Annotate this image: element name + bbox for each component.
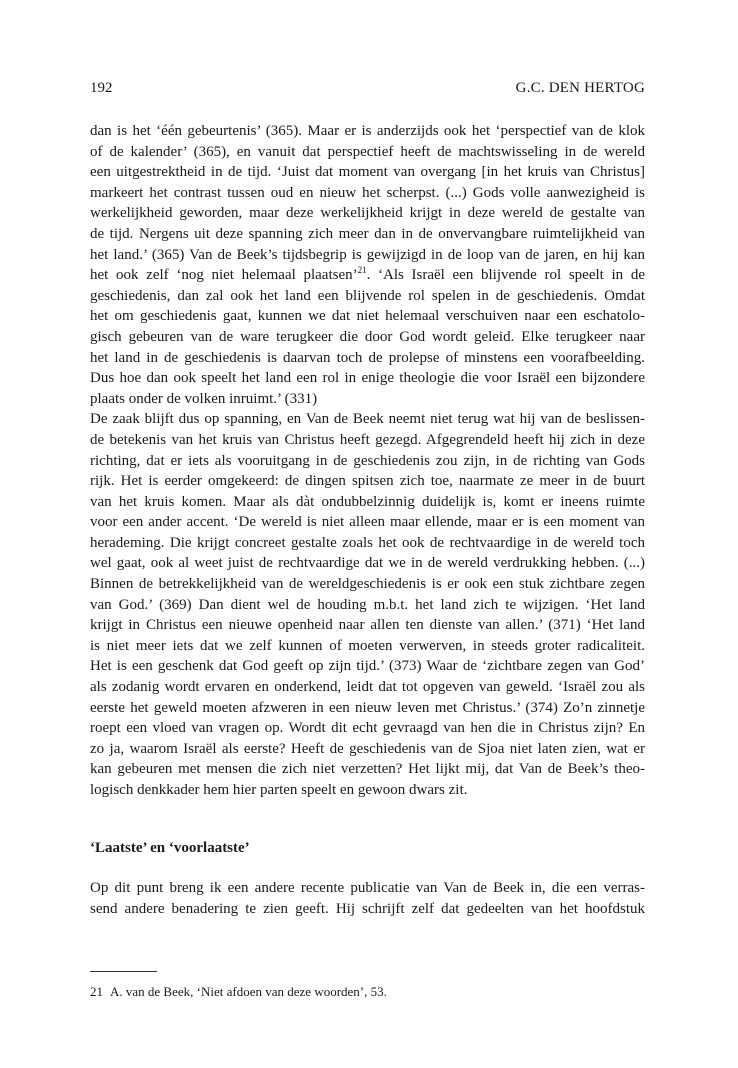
text-line: gisch gebeuren van de ware terugkeer die door God wordt geleid. Elke terugkeer naar [90,328,645,345]
text-line: logisch denkkader hem hier parten speelt en gewoon dwars zit. [90,782,468,798]
text-line: van God.’ (369) Dan dient wel de houding m.b.t. het land zich te wijzigen. ‘Het land [90,596,645,613]
footnote-divider [90,971,157,972]
footnote [90,984,387,1000]
running-head: G.C. DEN HERTOG [515,80,645,96]
text-line: het land.’ (365) Van de Beek’s tijdsbegrip is gewijzigd in de loop van de jaren, en hij kan [90,246,645,263]
text-line: rijk. Het is eerder omgekeerd: de dingen spitsen zich toe, naarmate ze meer in de buurt [90,473,645,490]
second-paragraph [90,878,645,919]
text-line-with-footnote [90,265,645,286]
text-line: richting, dat er iets als vooruitgang in de geschiedenis zou zijn, in de richting van Gods [90,452,645,469]
text-line: Het is een geschenk dat God geeft op zijn tijd.’ (373) Waar de ‘zichtbare zegen van God’ [90,658,645,675]
text-line: voor een ander accent. ‘De wereld is niet alleen maar ellende, maar er is een moment van [90,514,645,531]
text-line: Binnen de betrekkelijkheid van de wereldgeschiedenis is er ook een stuk zichtbare zegen [90,576,645,593]
text-line: plaats onder de volken inruimt.’ (331) [90,390,318,407]
footnote-number: 21 [90,984,103,999]
text-line: Dus hoe dan ook speelt het land een rol in enige theologie die voor Israël een bijzondere [90,370,645,387]
text-line: het land in de geschiedenis is daarvan toch de prolepse of minstens een voorafbeelding. [90,349,645,366]
text-line: de betekenis van het kruis van Christus heeft gezegd. Afgegrendeld heeft hij zich in deze [90,431,645,448]
page-number: 192 [90,80,113,96]
text-line: werkelijkheid geworden, maar deze werkelijkheid krijgt in deze wereld de gestalte van [90,205,645,222]
text-line: eerste het geweld moeten afzweren in een nieuw leven met Christus.’ (374) Zo’n zinnetje [90,699,645,716]
text-line: roept een vloed van vragen op. Wordt dit echt gevraagd van hen die in Christus zijn? En [90,720,645,737]
text-line: dan is het ‘één gebeurtenis’ (365). Maar er is anderzijds ook het ‘perspectief van de klok [90,123,645,139]
text-line: als zodanig wordt ervaren en onderkend, leidt dat tot opgeven van geweld. ‘Israël zou als [90,679,645,696]
text-line: van het kruis komen. Maar als dàt ondubbelzinnig duidelijk is, komt er ineens ruimte [90,493,645,510]
footnote-text: A. van de Beek, ‘Niet afdoen van deze woorden’, 53. [110,984,387,999]
text-line: is niet meer iets dat we zelf kunnen of moeten verwerven, in steeds groter radicaliteit. [90,637,645,654]
text-line: kan gebeuren met mensen die zich niet verzetten? Het lijkt mij, dat Van de Beek’s theo- [90,761,645,778]
text-line: een uitgestrektheid in de tijd. ‘Juist dat moment van overgang [in het kruis van Christus] [90,164,645,181]
text-line: Op dit punt breng ik een andere recente publicatie van Van de Beek in, die een verras- [90,880,645,896]
text-line: send andere benadering te zien geeft. Hij schrijft zelf dat gedeelten van het hoofdstuk [90,900,645,917]
text-line: krijgt in Christus een nieuwe openheid naar allen ten dienste van allen.’ (371) ‘Het land [90,617,645,634]
text-line: zo ja, waarom Israël als eerste? Heeft de geschiedenis van de Sjoa niet laten zien, wat er [90,740,645,757]
text-line: de tijd. Nergens uit deze spanning zich meer dan in de onvervangbare ruimtelijkheid van [90,225,645,242]
text-line: wel gaat, ook al weet juist de rechtvaardige dat we in de wereld verdrukking hebben. (...) [90,555,645,572]
text-line: geschiedenis, dan zal ook het land een blijvende rol spelen in de geschiedenis. Omdat [90,287,645,304]
body-paragraphs [90,121,645,801]
text-line: herademing. Die krijgt concreet gestalte zoals het ook de rechtvaardige in de wereld toch [90,534,645,551]
section-heading: ‘Laatste’ en ‘voorlaatste’ [90,840,250,856]
footnote-reference: 21 [357,265,367,276]
text-line: De zaak blijft dus op spanning, en Van de Beek neemt niet terug wat hij van de beslissen- [90,411,645,428]
text-line: het om geschiedenis gaat, kunnen we dat niet helemaal verschuiven naar een eschatolo- [90,308,645,325]
text-segment: . ‘Als Israël een blijvende rol speelt in de [366,267,645,284]
text-segment: het ook zelf ‘nog niet helemaal plaatsen’ [90,267,358,284]
text-line: of de kalender’ (365), en vanuit dat perspectief heeft de machtswisseling in de wereld [90,143,645,160]
text-line: markeert het contrast tussen oud en nieuw het scherpst. (...) Gods volle aanwezigheid is [90,184,645,201]
